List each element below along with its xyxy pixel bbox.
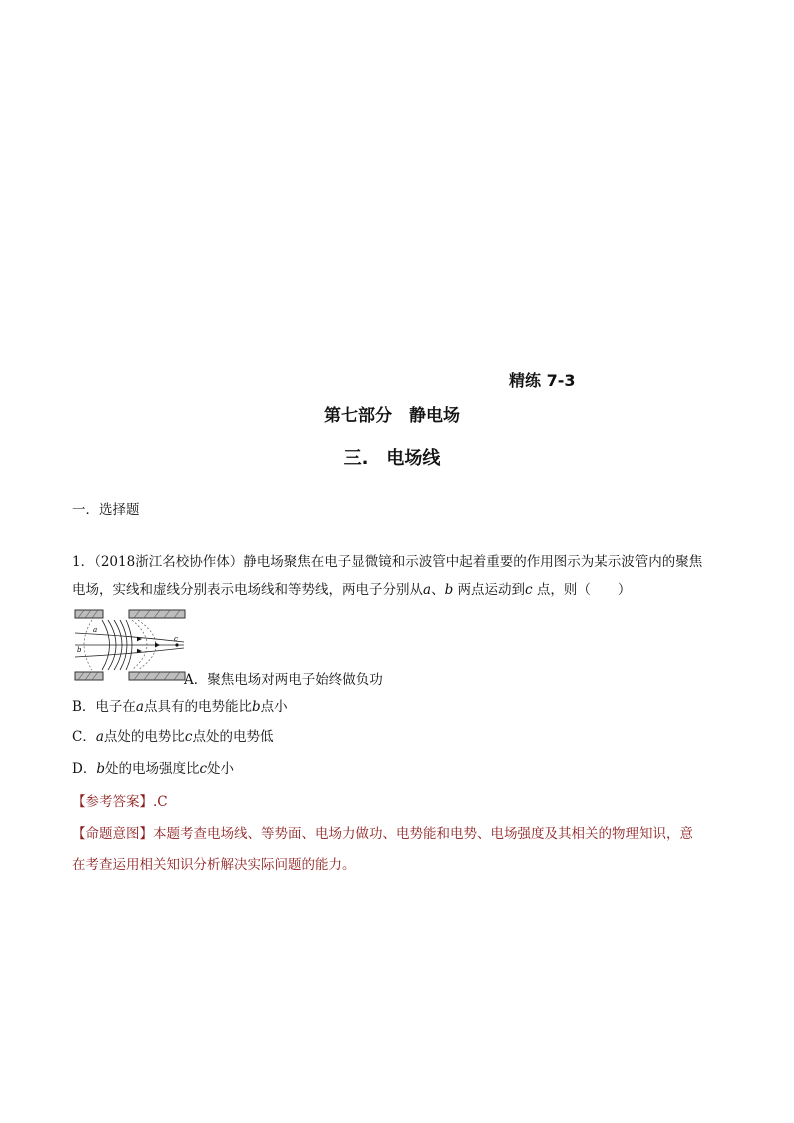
option-b: B．电子在a点具有的电势能比b点小 xyxy=(72,699,288,715)
part-title: 第七部分 静电场 xyxy=(324,406,460,426)
focusing-field-figure xyxy=(72,606,188,684)
question-stem-line2: 电场，实线和虚线分别表示电场线和等势线，两电子分别从a、b 两点运动到c 点，则（ ） xyxy=(72,582,632,598)
intent-line1: 【命题意图】本题考查电场线、等势面、电场力做功、电势能和电势、电场强度及其相关的物理知识，意 xyxy=(72,826,693,842)
option-a: A．聚焦电场对两电子始终做负功 xyxy=(184,672,383,688)
question-stem-line1: 1．（2018浙江名校协作体）静电场聚焦在电子显微镜和示波管中起着重要的作用图示为某示波管内的聚焦 xyxy=(72,554,703,570)
figure-label-b: b xyxy=(77,646,82,654)
reference-answer: 【参考答案】.C xyxy=(72,794,168,810)
figure-label-c: c xyxy=(174,635,178,643)
series-label: 精练 7-3 xyxy=(509,371,576,390)
var-b: b xyxy=(444,582,454,598)
option-c: C．a点处的电势比c点处的电势低 xyxy=(72,729,274,745)
intent-line2: 在考查运用相关知识分析解决实际问题的能力。 xyxy=(72,857,356,873)
option-d: D．b处的电场强度比c处小 xyxy=(72,761,235,777)
choice-heading: 一．选择题 xyxy=(72,502,140,518)
var-a: a xyxy=(423,582,432,598)
var-c: c xyxy=(525,582,533,598)
section-title: 三. 电场线 xyxy=(343,448,441,469)
figure-label-a: a xyxy=(93,626,98,634)
